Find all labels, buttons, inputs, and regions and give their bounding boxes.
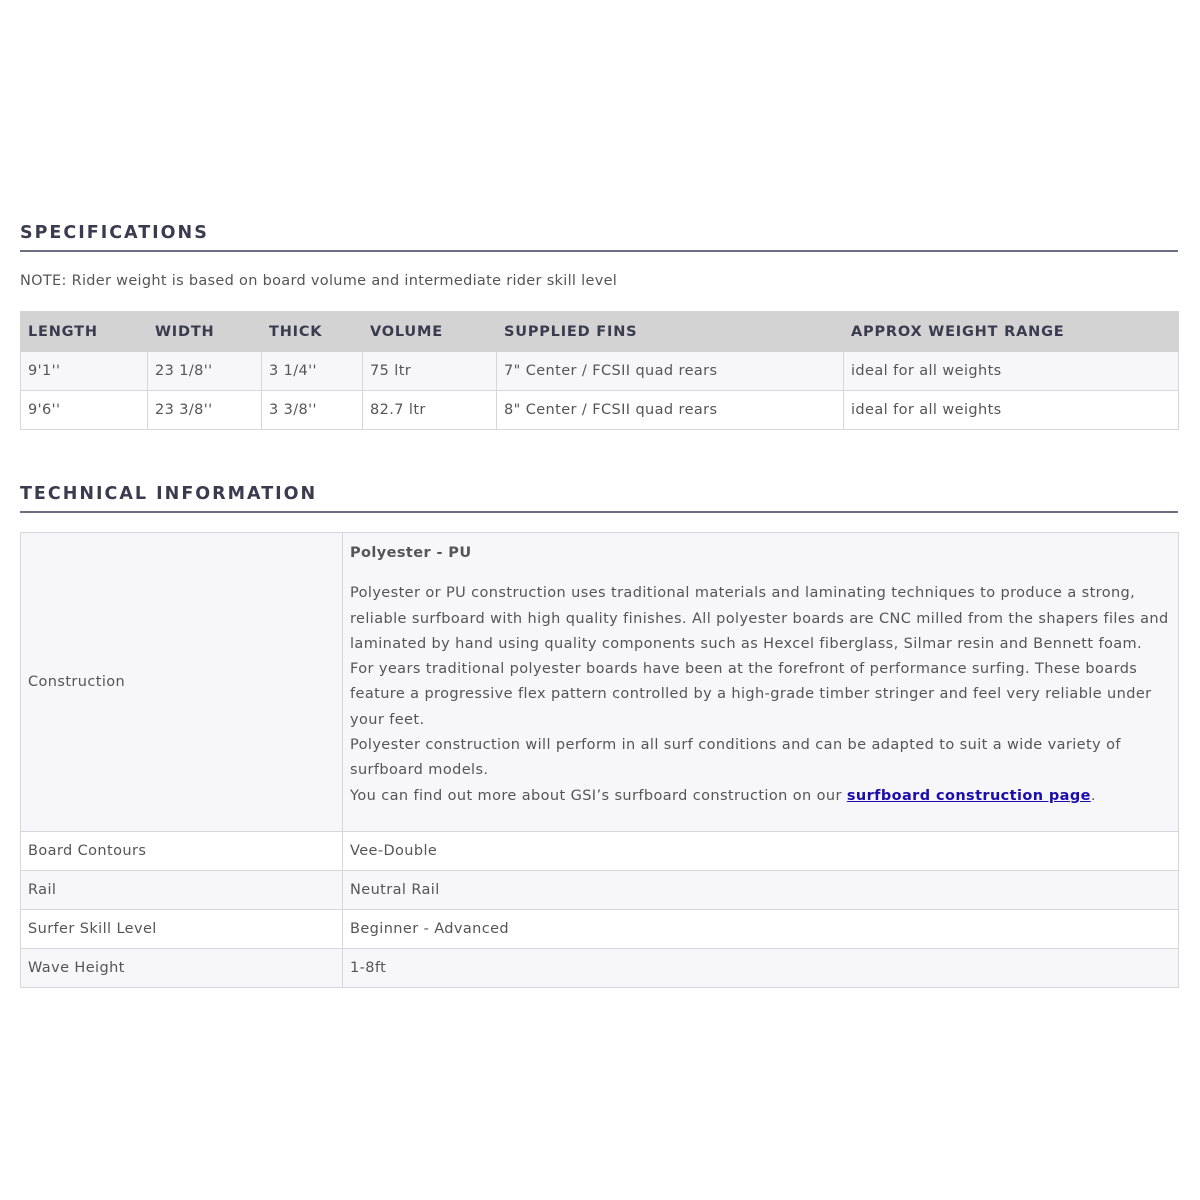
wave-height-value: 1-8ft — [343, 948, 1179, 987]
skill-level-value: Beginner - Advanced — [343, 909, 1179, 948]
wave-height-label: Wave Height — [21, 948, 343, 987]
col-width: WIDTH — [148, 312, 262, 352]
cell-volume: 82.7 ltr — [363, 391, 497, 430]
cell-length: 9'1'' — [21, 352, 148, 391]
technical-information-heading: TECHNICAL INFORMATION — [20, 481, 1178, 513]
board-contours-label: Board Contours — [21, 831, 343, 870]
spec-header-row — [21, 312, 1179, 352]
table-row-construction — [21, 533, 1179, 832]
surfboard-construction-link[interactable]: surfboard construction page — [846, 787, 1091, 804]
col-thick: THICK — [262, 312, 363, 352]
col-supplied-fins: SUPPLIED FINS — [497, 312, 844, 352]
cell-supplied-fins: 7" Center / FCSII quad rears — [497, 352, 844, 391]
cell-width: 23 1/8'' — [148, 352, 262, 391]
cell-width: 23 3/8'' — [148, 391, 262, 430]
technical-information-table — [20, 532, 1179, 988]
table-row — [21, 909, 1179, 948]
specifications-table — [20, 311, 1179, 430]
table-row — [21, 352, 1179, 391]
construction-link-paragraph — [350, 784, 1171, 809]
construction-label: Construction — [21, 533, 343, 832]
table-row — [21, 870, 1179, 909]
cell-thick: 3 1/4'' — [262, 352, 363, 391]
cell-thick: 3 3/8'' — [262, 391, 363, 430]
table-row — [21, 948, 1179, 987]
construction-paragraph: Polyester or PU construction uses traditional materials and laminating techniques to produce a strong, reliable surfboard with high quality finishes. All polyester boards are CNC milled from the shapers files and laminated by hand using quality components such as Hexcel fiberglass, Silmar resin and Bennett foam. — [350, 585, 1169, 652]
specifications-heading: SPECIFICATIONS — [20, 220, 1178, 252]
cell-length: 9'6'' — [21, 391, 148, 430]
cell-weight-range: ideal for all weights — [844, 352, 1179, 391]
table-row — [21, 831, 1179, 870]
rail-value: Neutral Rail — [343, 870, 1179, 909]
construction-body — [350, 581, 1171, 809]
rider-weight-note: NOTE: Rider weight is based on board volume and intermediate rider skill level — [20, 273, 618, 289]
board-contours-value: Vee-Double — [343, 831, 1179, 870]
construction-link-prefix: You can find out more about GSI’s surfboard construction on our — [350, 787, 847, 804]
cell-supplied-fins: 8" Center / FCSII quad rears — [497, 391, 844, 430]
cell-volume: 75 ltr — [363, 352, 497, 391]
col-length: LENGTH — [21, 312, 148, 352]
construction-paragraph: Polyester construction will perform in all surf conditions and can be adapted to suit a wide variety of surfboard models. — [350, 737, 1121, 779]
construction-type: Polyester - PU — [350, 545, 472, 561]
col-weight-range: APPROX WEIGHT RANGE — [844, 312, 1179, 352]
rail-label: Rail — [21, 870, 343, 909]
cell-weight-range: ideal for all weights — [844, 391, 1179, 430]
construction-link-suffix: . — [1090, 787, 1096, 804]
construction-paragraph: For years traditional polyester boards have been at the forefront of performance surfing. These boards feature a progressive flex pattern controlled by a high-grade timber stringer and feel very reliable under your feet. — [350, 661, 1152, 728]
skill-level-label: Surfer Skill Level — [21, 909, 343, 948]
col-volume: VOLUME — [363, 312, 497, 352]
table-row — [21, 391, 1179, 430]
construction-description — [343, 533, 1179, 832]
